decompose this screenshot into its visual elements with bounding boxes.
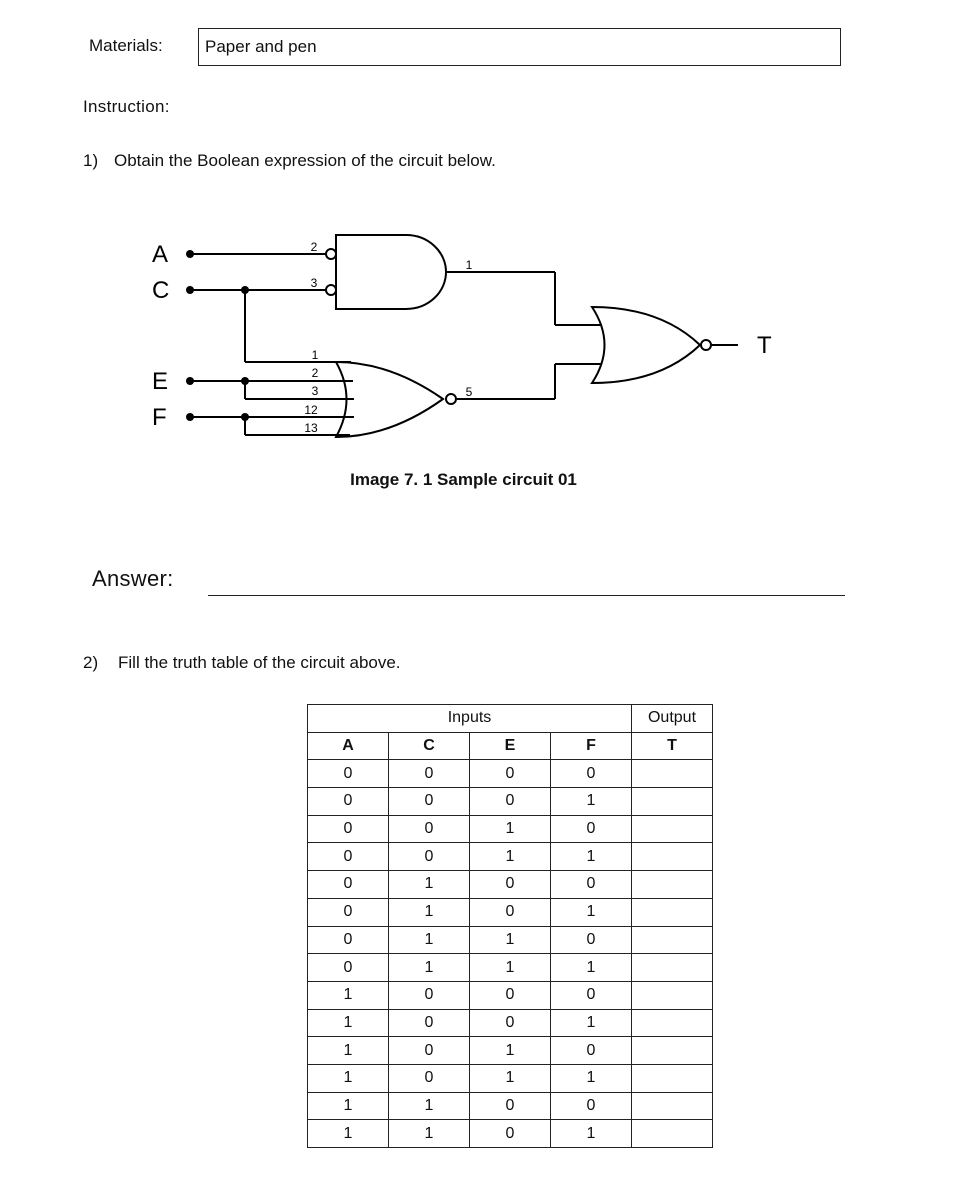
cell-c: 1 xyxy=(389,1092,470,1120)
cell-e: 1 xyxy=(470,926,551,954)
question-1-number: 1) xyxy=(83,151,99,170)
cell-c: 1 xyxy=(389,898,470,926)
input-label-f: F xyxy=(152,404,167,431)
bubble-or-out xyxy=(446,394,456,404)
table-row xyxy=(308,760,713,788)
cell-a: 1 xyxy=(308,1037,389,1065)
cell-e: 1 xyxy=(470,815,551,843)
cell-c: 1 xyxy=(389,1120,470,1148)
cell-c: 0 xyxy=(389,815,470,843)
cell-f: 1 xyxy=(551,843,632,871)
materials-label: Materials: xyxy=(89,36,163,55)
cell-c: 0 xyxy=(389,1037,470,1065)
table-row xyxy=(308,898,713,926)
cell-a: 0 xyxy=(308,815,389,843)
table-row xyxy=(308,1009,713,1037)
output-label-t: T xyxy=(757,332,772,359)
table-row xyxy=(308,981,713,1009)
output-cell[interactable] xyxy=(632,788,713,816)
cell-e: 0 xyxy=(470,871,551,899)
question-2 xyxy=(83,653,401,673)
question-1-text: Obtain the Boolean expression of the circuit below. xyxy=(114,151,496,170)
materials-field[interactable]: Paper and pen xyxy=(198,28,841,66)
and-gate xyxy=(336,235,446,309)
cell-e: 1 xyxy=(470,1064,551,1092)
cell-f: 0 xyxy=(551,926,632,954)
cell-f: 1 xyxy=(551,898,632,926)
output-cell[interactable] xyxy=(632,815,713,843)
table-row xyxy=(308,954,713,982)
cell-a: 0 xyxy=(308,871,389,899)
cell-c: 0 xyxy=(389,788,470,816)
table-row xyxy=(308,843,713,871)
cell-a: 0 xyxy=(308,926,389,954)
pin-or-2: 2 xyxy=(311,366,319,380)
output-cell[interactable] xyxy=(632,871,713,899)
answer-label: Answer: xyxy=(92,566,174,591)
cell-f: 1 xyxy=(551,1064,632,1092)
terminal-e xyxy=(186,377,194,385)
cell-c: 0 xyxy=(389,843,470,871)
truth-table xyxy=(307,704,713,1148)
pin-and-c: 3 xyxy=(310,276,318,290)
question-2-number: 2) xyxy=(83,653,99,672)
cell-c: 1 xyxy=(389,954,470,982)
input-label-e: E xyxy=(152,368,169,395)
cell-c: 1 xyxy=(389,871,470,899)
output-cell[interactable] xyxy=(632,1120,713,1148)
cell-e: 0 xyxy=(470,1009,551,1037)
input-label-c: C xyxy=(152,277,170,304)
bubble-c xyxy=(326,285,336,295)
pin-or-out: 5 xyxy=(465,385,473,399)
table-row xyxy=(308,926,713,954)
cell-e: 0 xyxy=(470,898,551,926)
output-cell[interactable] xyxy=(632,760,713,788)
cell-e: 1 xyxy=(470,954,551,982)
cell-f: 0 xyxy=(551,1037,632,1065)
column-header-a: A xyxy=(308,732,389,760)
table-row xyxy=(308,1037,713,1065)
output-cell[interactable] xyxy=(632,1037,713,1065)
cell-a: 1 xyxy=(308,1064,389,1092)
pin-and-a: 2 xyxy=(310,240,318,254)
output-cell[interactable] xyxy=(632,926,713,954)
nor-gate xyxy=(592,307,700,383)
cell-e: 1 xyxy=(470,843,551,871)
terminal-c xyxy=(186,286,194,294)
bubble-a xyxy=(326,249,336,259)
cell-e: 1 xyxy=(470,1037,551,1065)
cell-f: 1 xyxy=(551,1120,632,1148)
cell-e: 0 xyxy=(470,981,551,1009)
cell-a: 0 xyxy=(308,843,389,871)
cell-f: 1 xyxy=(551,788,632,816)
circuit-diagram xyxy=(140,225,790,455)
terminal-f xyxy=(186,413,194,421)
column-header-c: C xyxy=(389,732,470,760)
cell-a: 0 xyxy=(308,760,389,788)
cell-f: 0 xyxy=(551,760,632,788)
table-row xyxy=(308,1092,713,1120)
cell-f: 0 xyxy=(551,815,632,843)
cell-c: 1 xyxy=(389,926,470,954)
cell-c: 0 xyxy=(389,1009,470,1037)
output-header: Output xyxy=(632,705,713,733)
cell-a: 0 xyxy=(308,788,389,816)
question-1 xyxy=(83,151,496,171)
cell-f: 1 xyxy=(551,954,632,982)
pin-or-1: 1 xyxy=(311,348,319,362)
cell-a: 0 xyxy=(308,898,389,926)
cell-a: 1 xyxy=(308,981,389,1009)
output-cell[interactable] xyxy=(632,1009,713,1037)
output-cell[interactable] xyxy=(632,898,713,926)
cell-c: 0 xyxy=(389,1064,470,1092)
cell-a: 0 xyxy=(308,954,389,982)
pin-or-3: 3 xyxy=(311,384,319,398)
pin-or-13: 13 xyxy=(304,421,318,435)
cell-c: 0 xyxy=(389,760,470,788)
cell-a: 1 xyxy=(308,1120,389,1148)
output-cell[interactable] xyxy=(632,981,713,1009)
instruction-heading: Instruction: xyxy=(83,97,170,116)
output-cell[interactable] xyxy=(632,954,713,982)
cell-f: 0 xyxy=(551,1092,632,1120)
table-row xyxy=(308,871,713,899)
table-row xyxy=(308,1120,713,1148)
cell-f: 0 xyxy=(551,871,632,899)
input-label-a: A xyxy=(152,241,169,268)
terminal-a xyxy=(186,250,194,258)
output-cell[interactable] xyxy=(632,1092,713,1120)
cell-a: 1 xyxy=(308,1009,389,1037)
answer-line[interactable] xyxy=(208,595,845,596)
table-row xyxy=(308,815,713,843)
table-row xyxy=(308,1064,713,1092)
cell-c: 0 xyxy=(389,981,470,1009)
column-header-t: T xyxy=(632,732,713,760)
pin-and-out: 1 xyxy=(465,258,473,272)
output-cell[interactable] xyxy=(632,1064,713,1092)
truth-table-body xyxy=(308,760,713,1148)
cell-e: 0 xyxy=(470,760,551,788)
pin-or-12: 12 xyxy=(304,403,318,417)
column-header-f: F xyxy=(551,732,632,760)
bubble-nor-out xyxy=(701,340,711,350)
table-row xyxy=(308,788,713,816)
output-cell[interactable] xyxy=(632,843,713,871)
figure-caption: Image 7. 1 Sample circuit 01 xyxy=(350,470,577,489)
cell-f: 1 xyxy=(551,1009,632,1037)
question-2-text: Fill the truth table of the circuit above. xyxy=(118,653,401,672)
cell-e: 0 xyxy=(470,1120,551,1148)
cell-a: 1 xyxy=(308,1092,389,1120)
column-header-e: E xyxy=(470,732,551,760)
cell-e: 0 xyxy=(470,1092,551,1120)
cell-e: 0 xyxy=(470,788,551,816)
inputs-header: Inputs xyxy=(308,705,632,733)
cell-f: 0 xyxy=(551,981,632,1009)
